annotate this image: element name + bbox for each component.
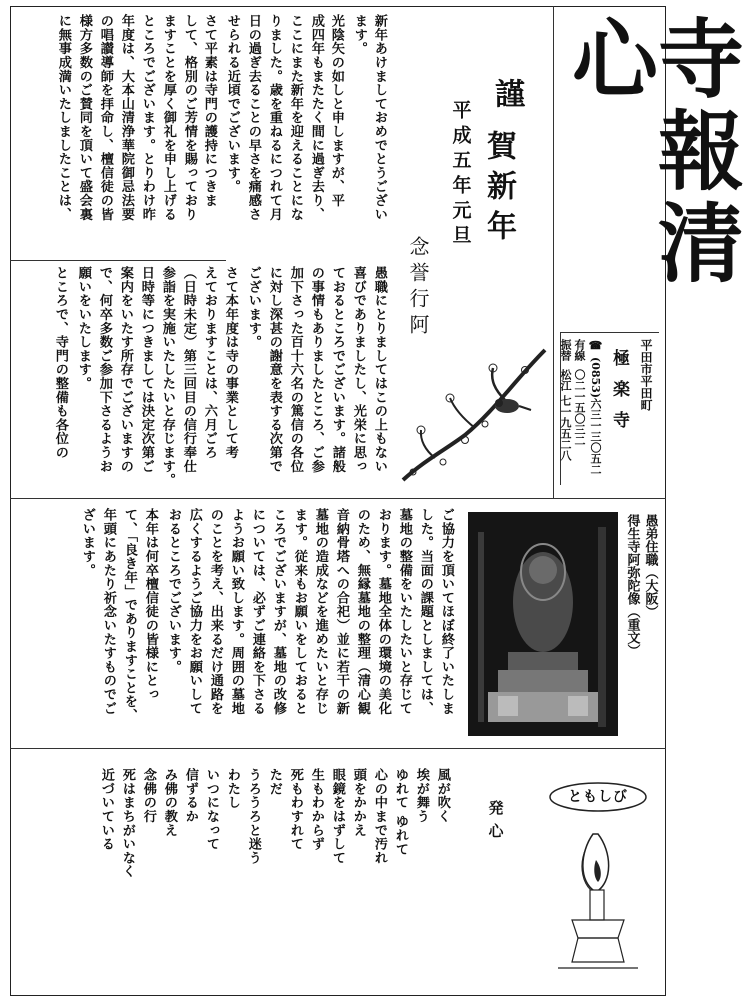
buddha-statue-photo (468, 512, 618, 736)
tomoshibi-label: ともしび (568, 789, 628, 805)
lower-article-col12: のことを考え、出来るだけ通路を (207, 508, 223, 715)
middle-article-col2: 喜びでありましたし、光栄に思っ (350, 266, 366, 473)
poem-line: 頭をかかえ (350, 768, 366, 837)
poem-line: 心の中まで汚れ (371, 768, 387, 865)
poem-line: 近づいている (98, 768, 114, 851)
middle-article-col14: で、何卒多数ご参加下さるようお (96, 266, 112, 473)
top-article-col6: りました。歳を重ねるにつれて月 (266, 14, 282, 221)
divider-vertical (553, 6, 554, 498)
divider-low (10, 748, 666, 749)
poem-line: ゆれて ゆれて (392, 768, 408, 856)
tomoshibi-box (538, 782, 658, 984)
top-article-col12: ところでございます。とりわけ昨 (139, 14, 155, 221)
lower-article-col17: 年頭にあたり祈念いたすものでご (100, 508, 116, 715)
middle-article-col8: さて本年度は寺の事業として考 (222, 266, 238, 460)
top-article-col3: 光陰矢の如しと申しますが、平 (328, 14, 344, 208)
info-box (560, 332, 659, 485)
top-article-col5: ここにまた新年を迎えることにな (287, 14, 303, 221)
info-transfer-label: 振替 (559, 339, 572, 361)
middle-article-col13: 案内をいたす所存でございますの (117, 266, 133, 473)
info-transfer: 松江 七一九五二八 (559, 369, 572, 461)
top-article-col9: さて平素は寺門の護持につきま (201, 14, 217, 208)
lower-article-col15: 本年は何卒檀信徒の皆様にとっ (142, 508, 158, 702)
poem-line: 風が吹く (434, 768, 450, 824)
lower-article-col7: 墓地の造成などを進めたいと存じ (312, 508, 328, 715)
middle-article-col9: えておりますことは、六月ごろ (201, 266, 217, 460)
lower-article-col4: おります。墓地全体の環境の美化 (375, 508, 391, 715)
poem-line: 死はまちがいなく (119, 768, 135, 879)
middle-article-col16: ところで、寺門の整備も各位の (52, 266, 68, 460)
lower-article-col18: ざいます。 (79, 508, 95, 577)
middle-article-col10: （日時未定）第三回目の信行奉仕 (180, 266, 196, 473)
lower-article-col8: ます。従来もお願いをしておると (291, 508, 307, 715)
greeting-heading1: 謹 (489, 78, 524, 108)
top-article-col2: ます。 (351, 14, 367, 56)
photo-caption-line1: 愚弟住職（大阪） (642, 514, 658, 618)
poem-line: ただ (266, 768, 282, 796)
lower-article-col13: 広くするようご協力をお願いして (186, 508, 202, 715)
buddha-statue-image (468, 512, 618, 736)
middle-article-col3: ておるところでございます。諸般 (329, 266, 345, 473)
poem-line: 死もわすれて (287, 768, 303, 851)
divider-top (10, 260, 226, 261)
greeting-sign: 念誉行阿 (406, 236, 430, 340)
poem-title: 発心 (486, 800, 505, 846)
photo-caption-line2: 得生寺阿弥陀像（重文） (624, 514, 640, 657)
lower-article-col2: した。当面の課題としましては、 (417, 508, 433, 715)
top-article-col1: 新年あけましておめでとうござい (371, 14, 387, 221)
poem-line: み佛の教え (161, 768, 177, 837)
middle-article-col5: 加下さった百十六名の篤信の各位 (287, 266, 303, 473)
lower-article-col16: て、「良き年」でありますことを、 (121, 508, 137, 723)
divider-mid (10, 498, 666, 499)
lower-article-col6: 音納骨塔への合祀）並に若干の新 (333, 508, 349, 715)
middle-article-col12: 日時等につきましては決定次第ご (138, 266, 154, 473)
top-article-col8: せられる近頃でございます。 (224, 14, 240, 194)
lower-article-col11: ようお願い致します。周囲の墓地 (228, 508, 244, 715)
masthead-title: 寺報清心 (557, 14, 744, 290)
top-article-col15: 様方多数のご賛同を頂いて盛会裏 (76, 14, 92, 221)
plum-branch-illustration (395, 340, 553, 490)
poem-line: 埃が舞う (413, 768, 429, 824)
lower-article-col1: ご協力を頂いてほぼ終了いたしま (438, 508, 454, 715)
masthead (557, 14, 744, 324)
lower-article-col10: については、必ずご連絡を下さる (249, 508, 265, 715)
candle-illustration (538, 782, 658, 984)
top-article-col4: 成四年もまたたく間に過ぎ去り、 (308, 14, 324, 221)
poem-line: いつになって (203, 768, 219, 851)
middle-article-col7: ございます。 (245, 266, 261, 349)
info-cable-label: 有線 (573, 339, 586, 361)
poem-line: わたし (224, 768, 240, 810)
info-address: 平田市平田町 (639, 339, 653, 411)
poem-line: 念佛の行 (140, 768, 156, 824)
greeting-heading2: 賀新年 (481, 130, 516, 250)
top-article-col11: ますことを厚く御礼を申し上げる (160, 14, 176, 221)
poem-line: 信ずるか (182, 768, 198, 824)
middle-article-col15: 願いをいたします。 (75, 266, 91, 391)
top-article-col10: して、格別のご芳情を賜っており (181, 14, 197, 221)
lower-article-col5: のため、無縁墓地の整理（清心観 (354, 508, 370, 715)
top-article-col13: 年度は、大本山清浄華院御忌法要 (118, 14, 134, 221)
middle-article-col6: に対し深甚の謝意を表する次第で (266, 266, 282, 473)
greeting-date: 平成五年元旦 (449, 100, 472, 250)
poem-line: 生もわからず (308, 768, 324, 851)
middle-article-col11: 参詣を実施いたしたいと存じます。 (159, 266, 175, 487)
info-phone: (0853)六三一三〇五二 (589, 357, 602, 476)
poem-line: うろうろと迷う (245, 768, 261, 865)
lower-article-col3: 墓地の整備をいたしたいと存じて (396, 508, 412, 715)
middle-article-col4: の事情もありましたところ、ご参 (308, 266, 324, 473)
info-cable: 〇二一五〇三二 (573, 369, 586, 446)
info-phone-label: ☎ (589, 339, 602, 352)
middle-article-col1: 愚職にとりましてはこの上もない (371, 266, 387, 473)
info-temple: 極 楽 寺 (609, 349, 629, 432)
poem-line: 眼鏡をはずして (329, 768, 345, 865)
lower-article-col14: おるところでございます。 (165, 508, 181, 674)
lower-article-col9: ころでございますが、墓地の改修 (270, 508, 286, 715)
top-article-col7: 日の過ぎ去ることの早さを痛感さ (245, 14, 261, 221)
top-article-col16: に無事成満いたしましたことは、 (55, 14, 71, 221)
top-article-col14: の唱讃導師を拝命し、檀信徒の皆 (97, 14, 113, 221)
